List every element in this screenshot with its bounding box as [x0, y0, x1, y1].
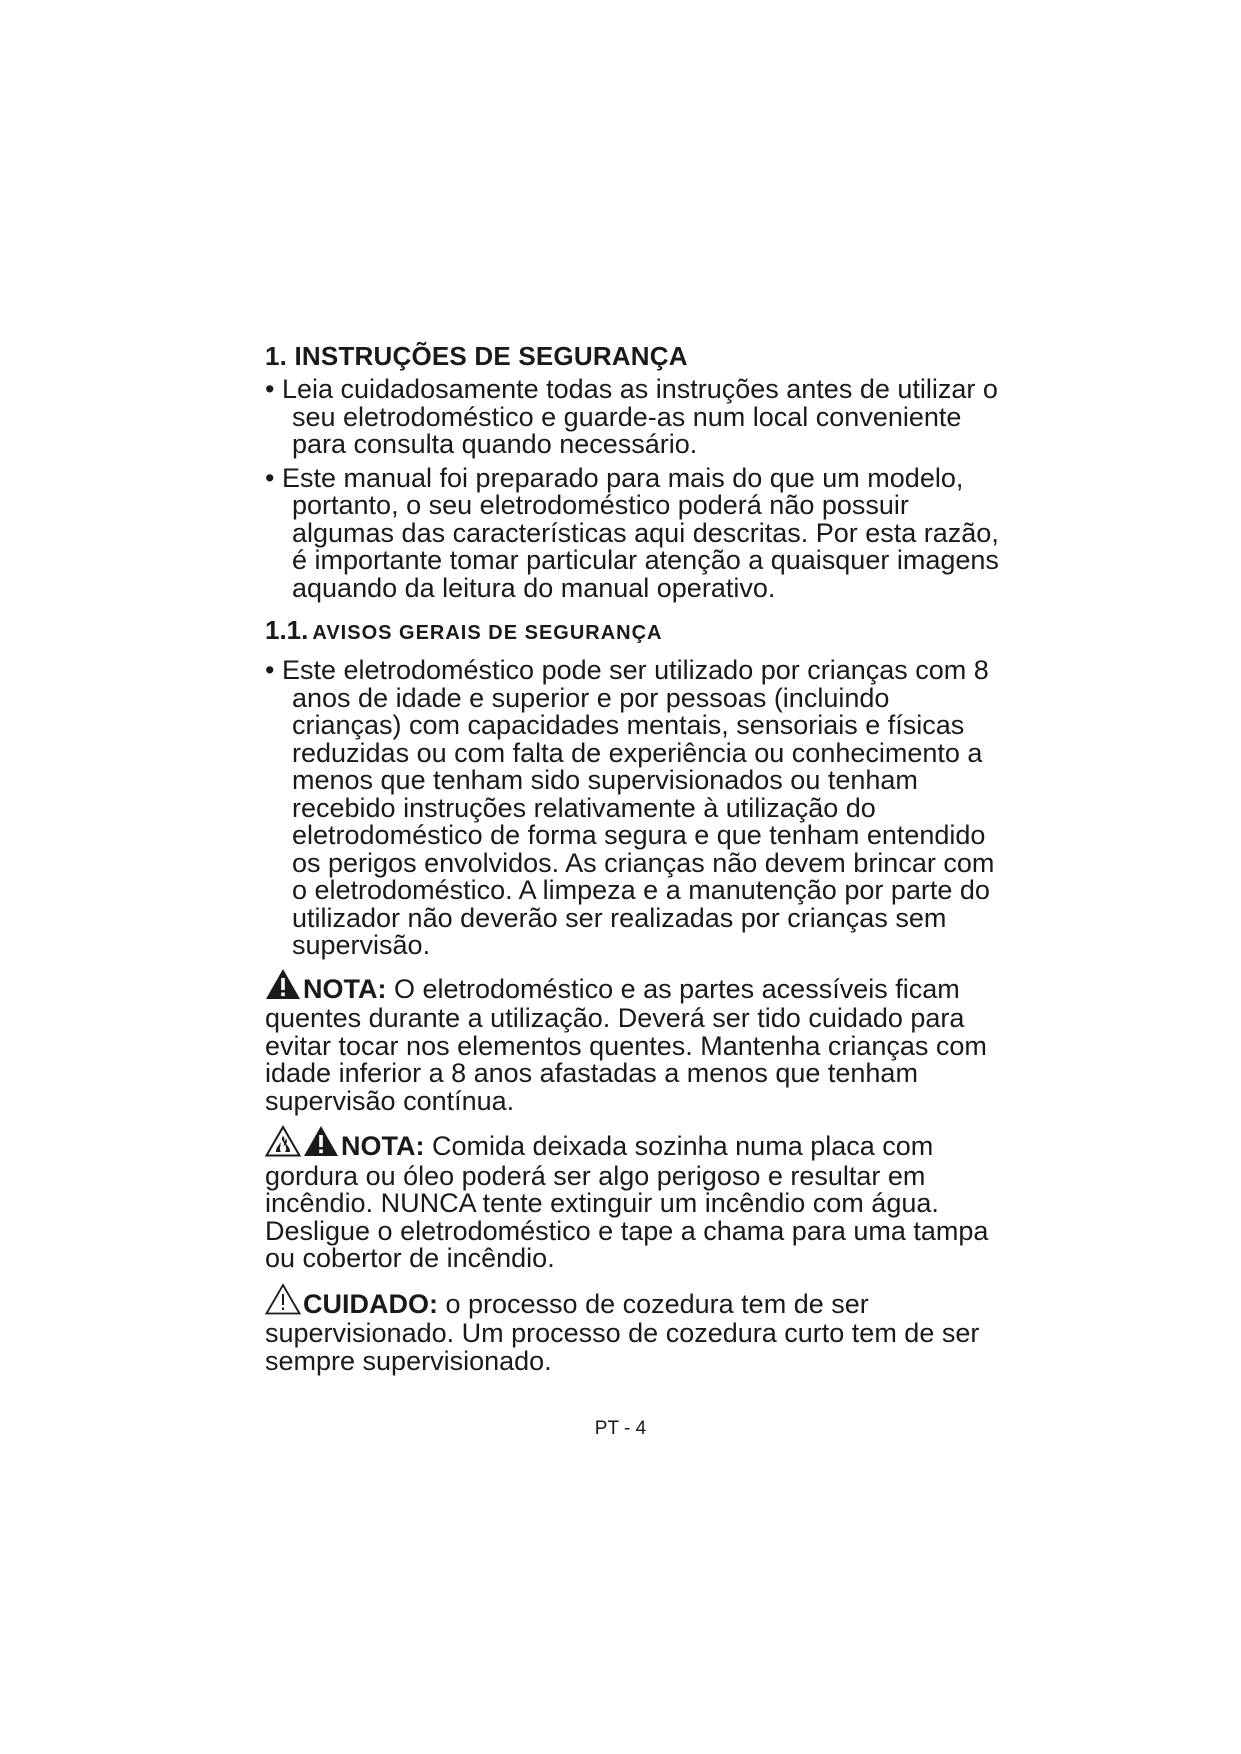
warning-filled-icon: [265, 968, 301, 1006]
note-text: Comida deixada sozinha numa placa com gordura ou óleo poderá ser algo perigoso e resultar em incêndio. NUNCA tente extinguir um incêndio com água. Desligue o eletrodoméstico e tape a chama para uma tampa ou cobertor de incêndio.: [265, 1131, 989, 1273]
note-text: O eletrodoméstico e as partes acessíveis ficam quentes durante a utilização. Deverá ser tido cuidado para evitar tocar nos elementos quentes. Mantenha crianças com idade inferior a 8 anos afastadas a menos que tenham supervisão contínua.: [265, 973, 987, 1116]
note-fire-risk: [265, 1125, 1000, 1273]
page-number: PT - 4: [594, 1418, 647, 1439]
note-hot-parts: [265, 968, 1000, 1116]
note-label: CUIDADO:: [303, 1288, 438, 1319]
note-label: NOTA:: [341, 1131, 425, 1161]
caution-outline-icon: [265, 1283, 301, 1321]
section-heading: 1. INSTRUÇÕES DE SEGURANÇA: [265, 341, 688, 371]
bullet-manual-models: • Este manual foi preparado para mais do que um modelo, portanto, o seu eletrodoméstico poderá não possuir algumas das características aqui descritas. Por esta razão, é importante tomar particular atenção a quaisquer imagens aquando da leitura do manual operativo.: [265, 462, 999, 603]
document-content: [265, 338, 1000, 1385]
subsection-title: AVISOS GERAIS DE SEGURANÇA: [312, 622, 663, 644]
fire-warning-icon: [265, 1125, 301, 1163]
subsection-heading: [265, 612, 1000, 653]
warning-filled-icon: [303, 1125, 339, 1163]
note-text: o processo de cozedura tem de ser supervisionado. Um processo de cozedura curto tem de ser sempre supervisionado.: [265, 1288, 980, 1376]
note-caution-cooking: [265, 1283, 1000, 1376]
bullet-children-use: • Este eletrodoméstico pode ser utilizado por crianças com 8 anos de idade e superior e por pessoas (incluindo crianças) com capacidades mentais, sensoriais e físicas reduzidas ou com falta de experiência ou conhecimento a menos que tenham sido supervisionados ou tenham recebido instruções relativamente à utilização do eletrodoméstico de forma segura e que tenham entendido os perigos envolvidos. As crianças não devem brincar com o eletrodoméstico. A limpeza e a manutenção por parte do utilizador não deverão ser realizadas por crianças sem supervisão.: [265, 655, 995, 960]
note-label: NOTA:: [303, 973, 387, 1004]
subsection-number: 1.1.: [265, 615, 309, 645]
bullet-read-instructions: • Leia cuidadosamente todas as instruções antes de utilizar o seu eletrodoméstico e guarde-as num local conveniente para consulta quando necessário.: [265, 374, 998, 459]
